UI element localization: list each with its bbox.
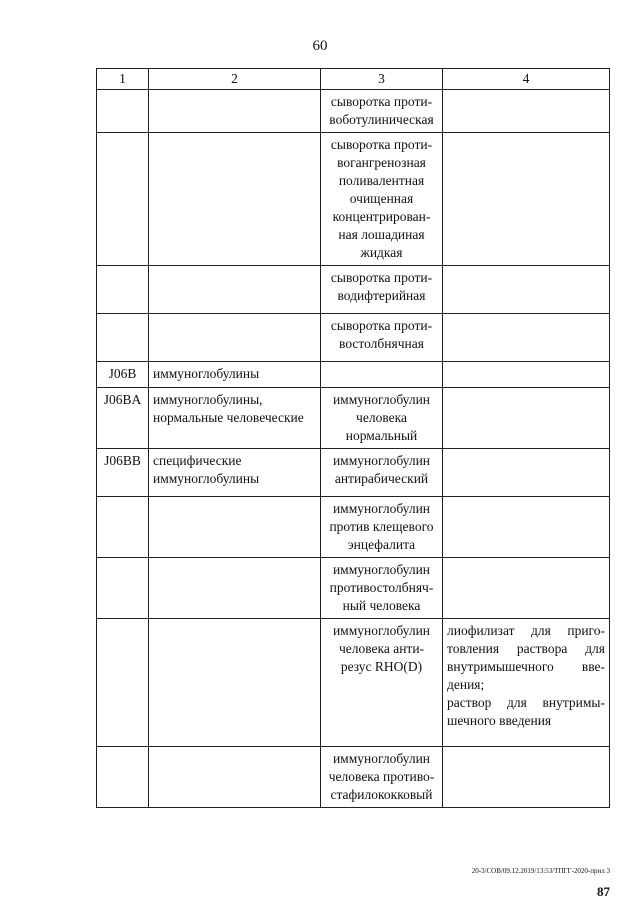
column-header-3: 3 <box>321 69 443 90</box>
substance-cell: иммуноглобулин против клещевого энцефалита <box>321 497 443 558</box>
substance-cell: сыворотка проти-востолбнячная <box>321 314 443 362</box>
group-name-cell <box>149 497 321 558</box>
table-row <box>97 747 610 808</box>
table-row <box>97 388 610 449</box>
column-header-2: 2 <box>149 69 321 90</box>
dosage-form-cell <box>443 619 610 747</box>
substance-cell: иммуноглобулин человека нормальный <box>321 388 443 449</box>
atc-code-cell: J06BA <box>97 388 149 449</box>
substance-cell: сыворотка проти-воботулиническая <box>321 90 443 133</box>
atc-code-cell <box>97 558 149 619</box>
substance-cell: сыворотка проти-вогангренозная поливалентная очищенная концентрирован-ная лошадиная жидкая <box>321 133 443 266</box>
dosage-form-cell <box>443 388 610 449</box>
group-name-cell <box>149 90 321 133</box>
dosage-form-cell <box>443 90 610 133</box>
table-row <box>97 133 610 266</box>
substance-cell: сыворотка проти-водифтерийная <box>321 266 443 314</box>
dosage-form-cell <box>443 266 610 314</box>
group-name-cell: специфические иммуноглобулины <box>149 449 321 497</box>
dosage-form-cell <box>443 314 610 362</box>
dosage-form-cell <box>443 497 610 558</box>
drug-table <box>96 68 610 808</box>
dosage-form-cell <box>443 362 610 388</box>
atc-code-cell <box>97 747 149 808</box>
substance-cell: иммуноглобулин человека анти-резус RHO(D) <box>321 619 443 747</box>
atc-code-cell: J06BB <box>97 449 149 497</box>
header-row <box>97 69 610 90</box>
atc-code-cell <box>97 314 149 362</box>
group-name-cell <box>149 558 321 619</box>
table-body <box>97 90 610 808</box>
atc-code-cell <box>97 90 149 133</box>
table-row <box>97 619 610 747</box>
atc-code-cell <box>97 133 149 266</box>
page-number: 60 <box>312 38 328 54</box>
table-row <box>97 314 610 362</box>
column-header-1: 1 <box>97 69 149 90</box>
atc-code-cell <box>97 266 149 314</box>
substance-cell: иммуноглобулин человека противо-стафилококковый <box>321 747 443 808</box>
column-header-4: 4 <box>443 69 610 90</box>
atc-code-cell: J06B <box>97 362 149 388</box>
group-name-cell <box>149 747 321 808</box>
table-row <box>97 449 610 497</box>
table-row <box>97 266 610 314</box>
dosage-form-line: лиофилизат для приго-товления раствора для внутримышечного вве-дения; <box>447 623 605 692</box>
table-row <box>97 558 610 619</box>
dosage-form-cell <box>443 558 610 619</box>
substance-cell: иммуноглобулин антирабический <box>321 449 443 497</box>
dosage-form-cell <box>443 747 610 808</box>
table-row <box>97 362 610 388</box>
dosage-form-cell <box>443 449 610 497</box>
group-name-cell <box>149 266 321 314</box>
table-row <box>97 90 610 133</box>
group-name-cell <box>149 314 321 362</box>
group-name-cell: иммуноглобулины <box>149 362 321 388</box>
group-name-cell <box>149 133 321 266</box>
dosage-form-cell <box>443 133 610 266</box>
group-name-cell <box>149 619 321 747</box>
substance-cell: иммуноглобулин противостолбняч-ный человека <box>321 558 443 619</box>
document-code: 20-3/СОВ/09.12.2019/13:53/ТПГГ-2020-прил 3 <box>471 867 610 875</box>
atc-code-cell <box>97 497 149 558</box>
substance-cell <box>321 362 443 388</box>
atc-code-cell <box>97 619 149 747</box>
dosage-form-line: раствор для внутримы-шечного введения <box>447 695 605 728</box>
group-name-cell: иммуноглобулины, нормальные человеческие <box>149 388 321 449</box>
table-row <box>97 497 610 558</box>
sheet-number: 87 <box>597 884 610 899</box>
